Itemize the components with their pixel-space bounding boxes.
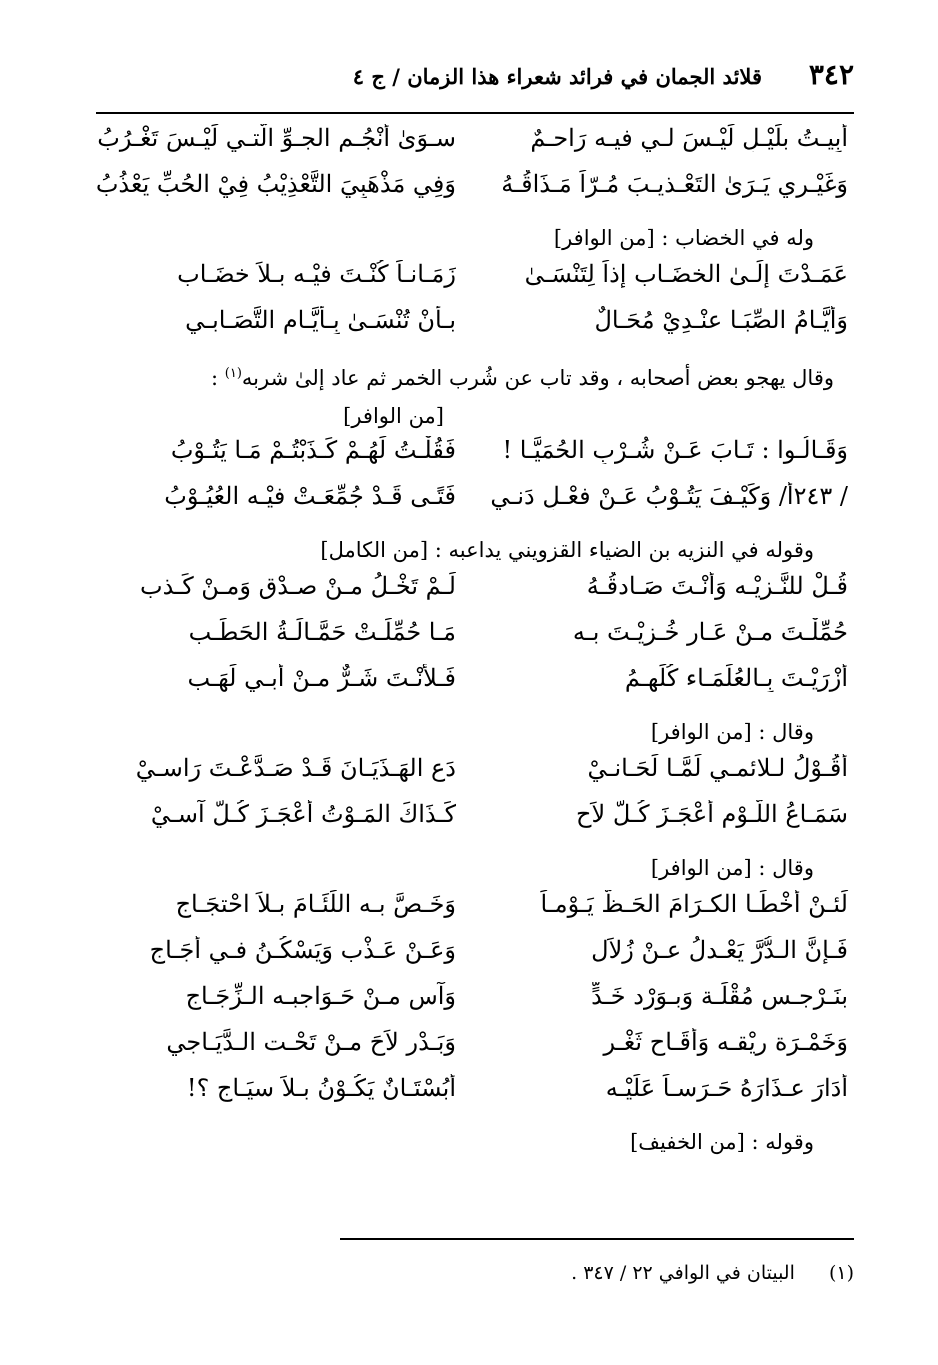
footnote-mark: (١) [224, 366, 242, 381]
first-hemistich: وَقَـالُـوا : تَـابَ عَـنْ شُـرْبِ الحُمَيَّـا ! [502, 436, 848, 464]
second-hemistich: فَقُلْـتُ لَهُـمْ كَـذَبْتُـمْ مَـا يَتُـوْبُ [170, 436, 456, 464]
second-hemistich: لَـمْ تَخْـلُ مـنْ صـدْق وَمـنْ كَـذب [139, 572, 456, 600]
second-hemistich: سـوَىٰ أَنْجُـم الجـوِّ الَّتـي لَيْـسَ تَغْـرُبُ [97, 124, 456, 152]
verse-line [96, 124, 854, 170]
header-divider [96, 112, 854, 114]
running-title: قلائد الجمان في فرائد شعراء هذا الزمان / ج ٤ [352, 64, 762, 89]
second-hemistich: وَعَـنْ عَـذْب وَيَسْكُـنُ فـي أُجَـاج [149, 936, 456, 964]
verse-line [96, 982, 854, 1028]
first-hemistich: وَأَيَّـامُ الصِّبَـا عنْـدِيْ مُحَـالٌ [594, 306, 848, 334]
verse-line [96, 572, 854, 618]
verse-line [96, 1028, 854, 1074]
first-hemistich: لَئـنْ أَخْطَـا الكـرَامَ الحَـظُّ يَـوْمـاً [540, 890, 848, 918]
footnote-text: البيتان في الوافي ٢٢ / ٣٤٧ . [571, 1262, 795, 1284]
first-hemistich: بنَـرْجـس مُقْلَـة وَبـوَرْد خَـدٍّ [591, 982, 848, 1010]
second-hemistich: فَتًـى قَـدْ جُمِّعَـتْ فيْـه العُيُـوْبُ [164, 482, 456, 510]
verse-line [96, 1074, 854, 1120]
footnote [400, 1262, 854, 1284]
second-hemistich: دَع الهَـذَيَـانَ قَـدْ صَـدَّعْـتَ رَاسـيْ [135, 754, 456, 782]
verse-line [96, 754, 854, 800]
footnote-divider [340, 1238, 854, 1240]
second-hemistich: وَبَـدْر لاَحَ مـنْ تَحْـت الـدَّيَـاجي [166, 1028, 456, 1056]
verse-line [96, 260, 854, 306]
poem-intro-text: وقال يهجو بعض أصحابه ، وقد تاب عن شُرب الخمر ثم عاد إلىٰ شربه [241, 366, 834, 390]
second-hemistich: زَمَـانـاً كُنْـتَ فيْـه بـلاَ خضَـاب [177, 260, 456, 288]
poem-intro: وله في الخضاب : [من الوافر] [553, 226, 814, 250]
first-hemistich: حُمِّلْـتَ مـنْ عَـار خُـزيْـتَ بـه [572, 618, 848, 646]
verse-line [96, 664, 854, 710]
verse-line [96, 618, 854, 664]
verse-line [96, 890, 854, 936]
first-hemistich: وَخَمْـرَة ريْقـه وَأَقَـاح ثَغْـر [603, 1028, 848, 1056]
first-hemistich: أَقُـوْلُ لـلائمـي لَمَّـا لَحَـانـيْ [587, 754, 848, 782]
first-hemistich: أَدَارَ عـذَارَهُ حَـرَسـاً عَلَيْـه [605, 1074, 848, 1102]
second-hemistich: مَـا حُمِّلَـتْ حَمَّـالَـةُ الحَطَـب [188, 618, 456, 646]
poem-intro: وقال يهجو بعض أصحابه ، وقد تاب عن شُرب الخمر ثم عاد إلىٰ شربه$^{(١)}$ : [211, 366, 834, 390]
poem-intro: وقوله : [من الخفيف] [630, 1130, 814, 1154]
first-hemistich: أَزْرَيْـتَ بِـالعُلَمَـاء كُلِّهِـمُ [624, 664, 848, 692]
second-hemistich: فَـلأَنْـتَ شَـرٌّ مـنْ أَبـي لَهَـب [187, 664, 456, 692]
second-hemistich: وَفِي مَذْهَبِيَ التَّعْذِيْبُ فِيْ الحُبِّ يَعْذُبُ [96, 170, 456, 198]
first-hemistich: / ٢٤٣أ/ وَكَيْـفَ يَتُـوْبُ عَـنْ فعْـلٍ دَنـيٍ [490, 482, 848, 510]
second-hemistich: أَبُسْتَـانٌ يَكُـوْنُ بـلاَ سيَـاجٍ ؟! [186, 1074, 456, 1102]
poem-intro: وقوله في النزيه بن الضياء القزويني يداعبه : [من الكامل] [320, 538, 814, 562]
page-number: ٣٤٢ [808, 58, 854, 91]
first-hemistich: قُـلْ للنَّـزيْـه وَأَنْـتَ صَـادقُـهُ [586, 572, 848, 600]
verse-line [96, 800, 854, 846]
second-hemistich: وَآس مـنْ حَـوَاجبـه الـزِّجَـاج [185, 982, 456, 1010]
footnote-number: (١) [828, 1262, 854, 1284]
poem-content [96, 124, 854, 1164]
first-hemistich: أَبِيـتُ بلَيْـلٍ لَيْـسَ لـي فيـه رَاحـمٌ [530, 124, 848, 152]
poem-intro: وقال : [من الوافر] [650, 720, 814, 744]
first-hemistich: عَمَـدْتَ إِلَـىٰ الخضَـاب إِذاً لِتَنْسَـىٰ [524, 260, 848, 288]
verse-line [96, 436, 854, 482]
verse-line [96, 306, 854, 352]
poem-intro: وقال : [من الوافر] [650, 856, 814, 880]
meter-label: [من الوافر] [343, 404, 444, 428]
first-hemistich: فَـإِنَّ الـدُّرَّ يَعْـدلُ عـنْ زُلاَل [591, 936, 848, 964]
first-hemistich: وَغَيْـرِي يَـرَىٰ التَعْـذيـبَ مُـرّاً مَـذَاقُـهُ [501, 170, 848, 198]
second-hemistich: وَخَـصَّ بـه اللِّئَـامَ بـلاَ احْتجَـاج [175, 890, 456, 918]
first-hemistich: سَمَـاعُ اللَّـوْم أَعْجَـزَ كُـلَّ لاَحٍ [576, 800, 848, 828]
second-hemistich: كَـذَاكَ المَـوْتُ أَعْجَـزَ كُـلَّ آسـيْ [150, 800, 456, 828]
page-header [96, 58, 854, 98]
verse-line [96, 936, 854, 982]
verse-line [96, 170, 854, 216]
verse-line [96, 482, 854, 528]
second-hemistich: بـأَنْ تُنْسَـىٰ بِـأَيَّـام التَّصَـابـي [185, 306, 456, 334]
